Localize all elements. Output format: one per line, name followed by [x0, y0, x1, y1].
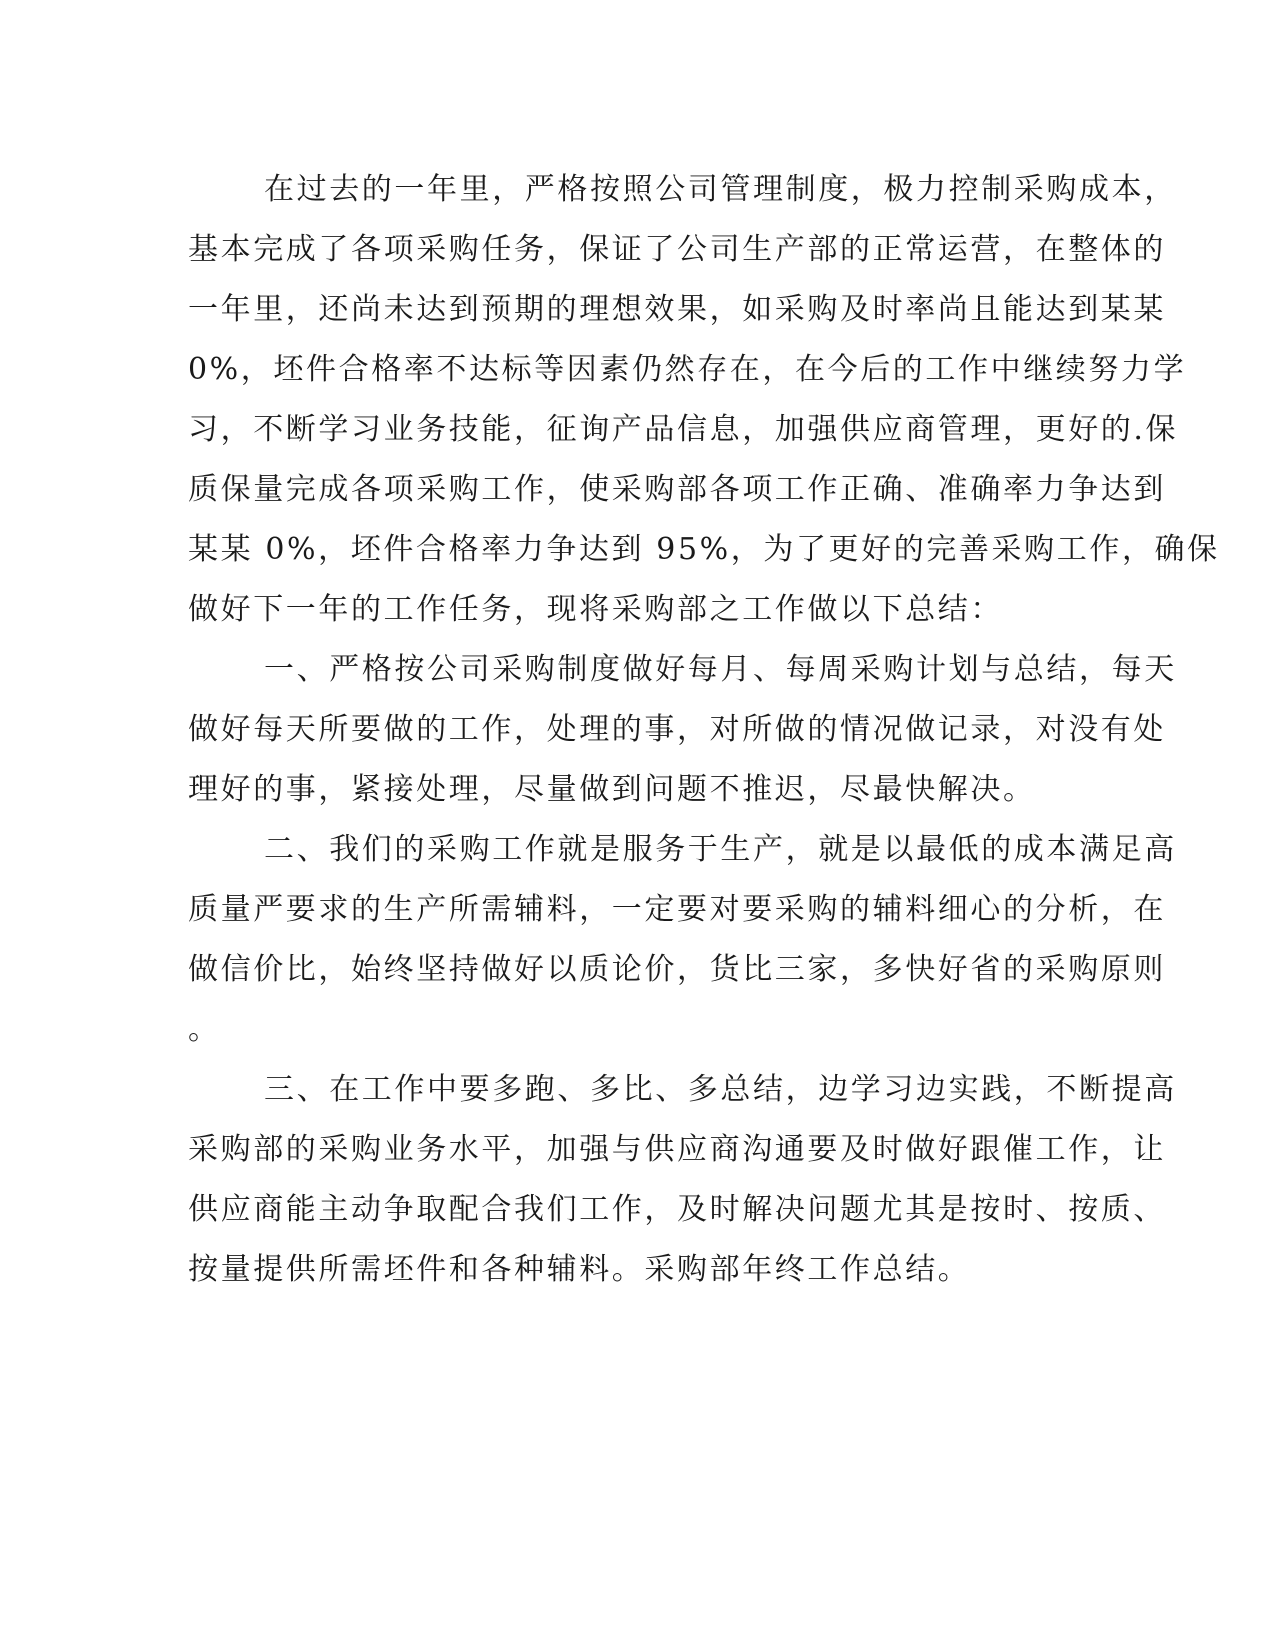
- paragraph-1-line-4: 0%，坯件合格率不达标等因素仍然存在，在今后的工作中继续努力学: [188, 352, 1187, 387]
- paragraph-2-line-2: 做好每天所要做的工作，处理的事，对所做的情况做记录，对没有处: [188, 712, 1166, 747]
- paragraph-3-line-3: 做信价比，始终坚持做好以质论价，货比三家，多快好省的采购原则: [188, 952, 1166, 987]
- paragraph-2-line-3: 理好的事，紧接处理，尽量做到问题不推迟，尽最快解决。: [188, 772, 1036, 807]
- document-body: [188, 160, 1220, 1300]
- paragraph-2-line-1: 一、严格按公司采购制度做好每月、每周采购计划与总结，每天: [264, 652, 1177, 687]
- paragraph-1-line-6: 质保量完成各项采购工作，使采购部各项工作正确、准确率力争达到: [188, 472, 1166, 507]
- paragraph-3-line-1: 二、我们的采购工作就是服务于生产，就是以最低的成本满足高: [264, 832, 1177, 867]
- paragraph-3-line-4: 。: [188, 1012, 221, 1047]
- paragraph-1-line-5: 习，不断学习业务技能，征询产品信息，加强供应商管理，更好的.保: [188, 412, 1179, 447]
- paragraph-1-line-7: 某某 0%，坯件合格率力争达到 95%，为了更好的完善采购工作，确保: [188, 532, 1220, 567]
- paragraph-1-line-2: 基本完成了各项采购任务，保证了公司生产部的正常运营，在整体的: [188, 232, 1166, 267]
- paragraph-4-line-4: 按量提供所需坯件和各种辅料。采购部年终工作总结。: [188, 1252, 971, 1287]
- paragraph-4-line-1: 三、在工作中要多跑、多比、多总结，边学习边实践，不断提高: [264, 1072, 1177, 1107]
- paragraph-1-line-1: 在过去的一年里，严格按照公司管理制度，极力控制采购成本，: [264, 172, 1177, 207]
- paragraph-1-line-8: 做好下一年的工作任务，现将采购部之工作做以下总结：: [188, 592, 1003, 627]
- paragraph-3-line-2: 质量严要求的生产所需辅料，一定要对要采购的辅料细心的分析，在: [188, 892, 1166, 927]
- paragraph-1-line-3: 一年里，还尚未达到预期的理想效果，如采购及时率尚且能达到某某: [188, 292, 1166, 327]
- paragraph-4-line-3: 供应商能主动争取配合我们工作，及时解决问题尤其是按时、按质、: [188, 1192, 1166, 1227]
- paragraph-4-line-2: 采购部的采购业务水平，加强与供应商沟通要及时做好跟催工作，让: [188, 1132, 1166, 1167]
